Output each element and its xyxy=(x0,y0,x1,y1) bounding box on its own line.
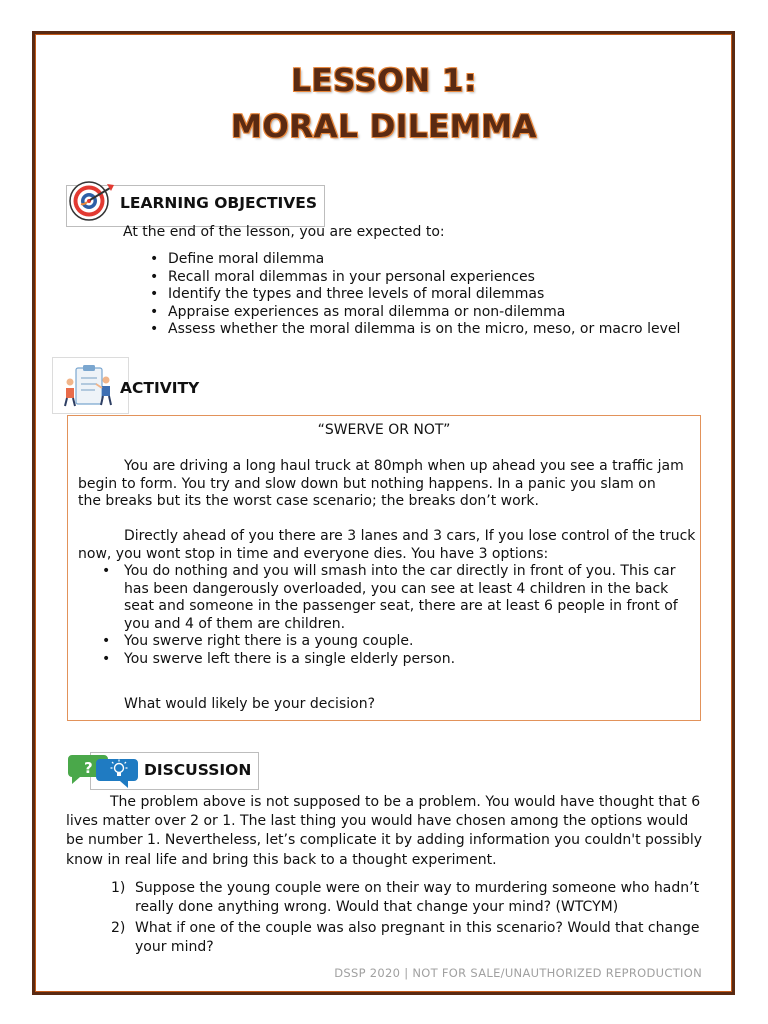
activity-paragraph-2-rest: now, you wont stop in time and everyone dies. You have 3 options: xyxy=(78,545,549,562)
list-item: • You do nothing and you will smash into the car directly in front of you. This car has been dangerously overloaded, you can see at least 4 children in the back seat and someone in the passenger seat, there are at least 6 people in front of you and 4 of them are children. xyxy=(78,563,694,633)
clipboard-people-icon xyxy=(62,362,114,410)
list-item: • Appraise experiences as moral dilemma or non-dilemma xyxy=(148,304,708,322)
activity-heading: ACTIVITY xyxy=(120,379,200,397)
activity-box-title: “SWERVE OR NOT” xyxy=(317,422,451,438)
list-item: • Recall moral dilemmas in your personal experiences xyxy=(148,269,708,287)
list-item xyxy=(111,919,701,957)
activity-paragraph-1-rest: begin to form. You try and slow down but nothing happens. In a panic you slam on the breaks but its the worst case scenario; the breaks don’t work. xyxy=(78,475,656,510)
activity-paragraph-1-first-line: You are driving a long haul truck at 80mph when up ahead you see a traffic jam xyxy=(124,458,684,474)
objectives-list xyxy=(148,251,708,339)
activity-question: What would likely be your decision? xyxy=(124,696,375,712)
list-item: • Define moral dilemma xyxy=(148,251,708,269)
question-text: Suppose the young couple were on their way to murdering someone who hadn’t really done anything wrong. Would that change your mind? (WTCYM) xyxy=(135,880,700,915)
lesson-topic-title: MORAL DILEMMA xyxy=(231,109,537,145)
discussion-questions xyxy=(111,879,701,959)
question-text: What if one of the couple was also pregnant in this scenario? Would that change your mind? xyxy=(135,920,700,955)
discussion-paragraph-text: The problem above is not supposed to be a problem. You would have thought that 6 lives matter over 2 or 1. The last thing you would have chosen among the options would be number 1. Nevertheless, let’s complicate it by adding information you couldn't possibly know in real life and bring this back to a thought experiment. xyxy=(66,794,703,868)
discussion-paragraph xyxy=(66,793,705,870)
activity-paragraph-2-first-line: Directly ahead of you there are 3 lanes and 3 cars, If you lose control of the truck xyxy=(124,528,696,544)
objectives-intro: At the end of the lesson, you are expected to: xyxy=(123,224,445,240)
question-mark-glyph: ? xyxy=(84,759,93,777)
question-number: 2) xyxy=(111,920,126,936)
list-item: • You swerve left there is a single elderly person. xyxy=(78,651,694,669)
list-item: • Assess whether the moral dilemma is on the micro, meso, or macro level xyxy=(148,321,708,339)
list-item: • You swerve right there is a young couple. xyxy=(78,633,694,651)
target-icon xyxy=(66,180,116,224)
activity-options-list xyxy=(78,563,694,669)
footer-copyright: DSSP 2020 | NOT FOR SALE/UNAUTHORIZED REPRODUCTION xyxy=(334,966,702,980)
objectives-heading: LEARNING OBJECTIVES xyxy=(120,194,318,212)
list-item xyxy=(111,879,701,917)
lesson-number-title: LESSON 1: xyxy=(291,63,477,99)
chat-lightbulb-icon xyxy=(66,752,140,788)
discussion-heading: DISCUSSION xyxy=(144,761,252,779)
list-item: • Identify the types and three levels of moral dilemmas xyxy=(148,286,708,304)
question-number: 1) xyxy=(111,880,126,896)
